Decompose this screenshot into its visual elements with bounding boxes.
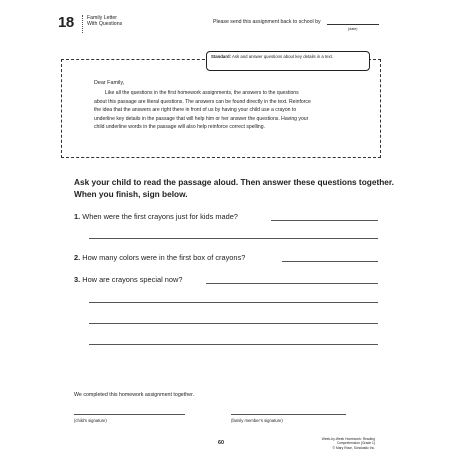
letter-line: child underline words in the passage will also help reinforce correct spelling.	[94, 124, 266, 131]
answer-line[interactable]	[89, 344, 378, 345]
completed-statement: We completed this homework assignment together.	[74, 392, 195, 398]
credit-line-1: Week-by-Week Homework: Reading Comprehension (Grade 1)	[321, 437, 375, 446]
answer-line[interactable]	[89, 302, 378, 303]
question-1	[74, 212, 238, 221]
question-number: 1.	[74, 212, 81, 221]
answer-line[interactable]	[282, 261, 378, 262]
letter-greeting: Dear Family,	[94, 80, 125, 86]
standard-label: Standard:	[211, 54, 232, 59]
date-field[interactable]	[327, 24, 379, 25]
child-signature-label: (child’s signature)	[74, 418, 107, 423]
lesson-title	[87, 15, 122, 27]
letter-line: the idea that the answers are right there in front of us by having your child use a crayon to	[94, 107, 297, 114]
date-caption: (date)	[348, 27, 358, 31]
question-text: How are crayons special now?	[82, 275, 183, 284]
family-signature-line[interactable]	[231, 414, 346, 415]
question-text: How many colors were in the first box of crayons?	[82, 253, 246, 262]
lesson-title-line2: With Questions	[87, 21, 123, 28]
letter-line: underline key details in the passage that will help him or her answer the questions. Having your	[94, 115, 309, 122]
letter-line: about this passage are literal questions. The answers can be found directly in the text. Reinforce	[94, 98, 311, 105]
question-number: 2.	[74, 253, 81, 262]
answer-line[interactable]	[89, 323, 378, 324]
send-back-text: Please send this assignment back to school by	[213, 19, 321, 25]
answer-line[interactable]	[271, 220, 378, 221]
child-signature-line[interactable]	[74, 414, 185, 415]
lesson-title-line1: Family Letter	[87, 15, 117, 21]
answer-line[interactable]	[89, 238, 378, 239]
question-2	[74, 253, 245, 262]
family-signature-label: (family member’s signature)	[231, 418, 283, 423]
answer-line[interactable]	[206, 283, 378, 284]
question-text: When were the first crayons just for kids made?	[82, 212, 238, 221]
letter-line: Like all the questions in the first homework assignments, the answers to the questions	[105, 90, 299, 96]
credit-line-2: © Mary Rose, Scholastic Inc.	[332, 445, 375, 450]
standard-box	[206, 51, 370, 71]
question-number: 3.	[74, 275, 81, 284]
letter-body	[94, 89, 370, 132]
instructions: Ask your child to read the passage aloud. Then answer these questions together. When you finish, sign below.	[74, 177, 394, 199]
page-number: 60	[218, 440, 224, 446]
question-3	[74, 275, 182, 284]
lesson-number: 18	[58, 14, 74, 31]
header-divider	[82, 15, 83, 33]
credit-line	[315, 437, 375, 450]
standard-text: Ask and answer questions about key details in a text.	[232, 54, 334, 59]
